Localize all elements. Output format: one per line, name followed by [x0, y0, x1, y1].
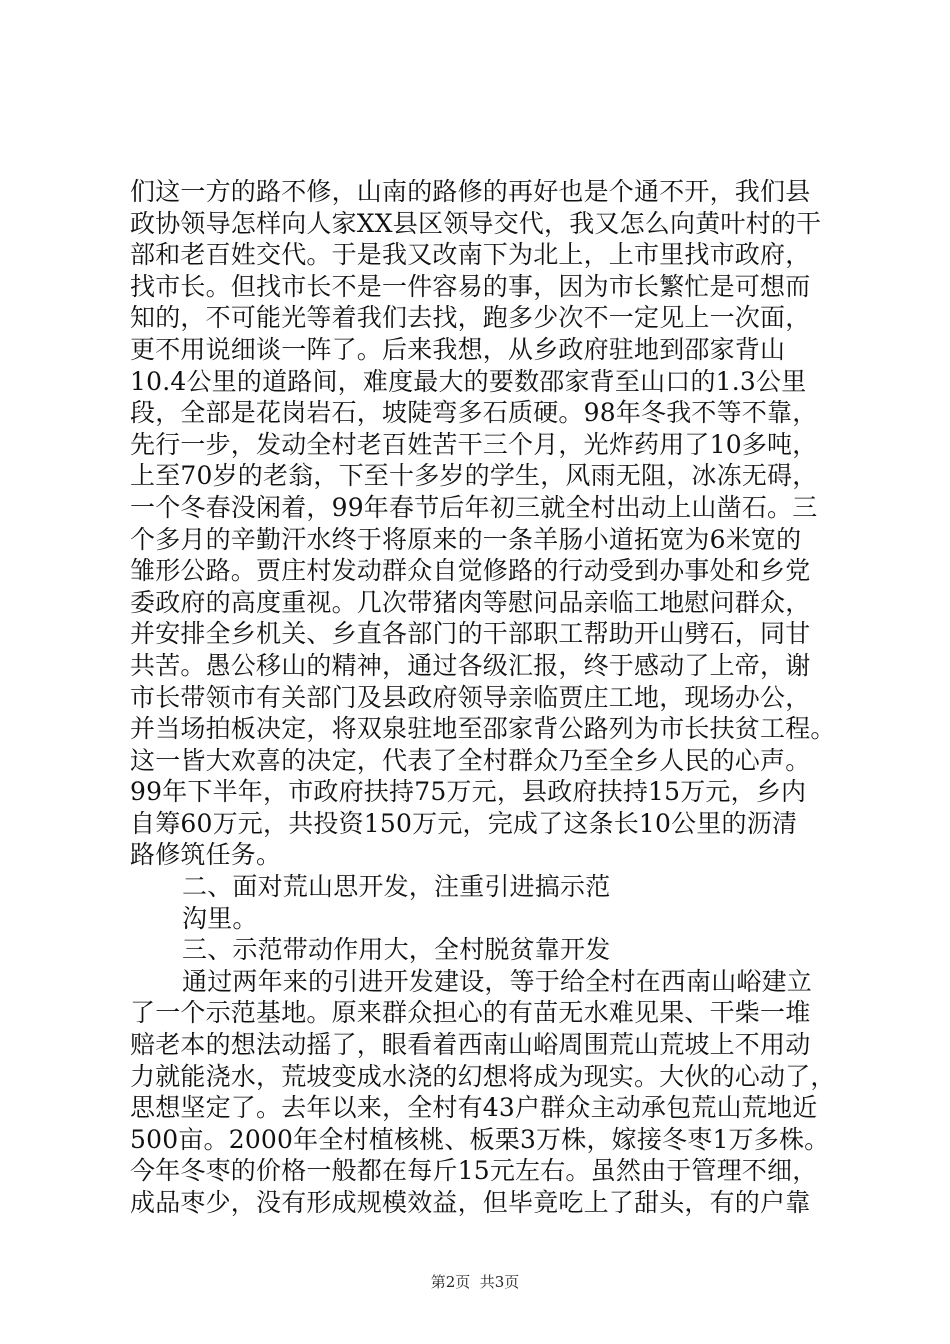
body-line: 并安排全乡机关、乡直各部门的干部职工帮助开山劈石，同甘: [130, 619, 811, 649]
body-line: 共苦。愚公移山的精神，通过各级汇报，终于感动了上帝，谢: [130, 650, 811, 680]
body-line: 10.4公里的道路间，难度最大的要数邵家背至山口的1.3公里: [130, 366, 807, 396]
body-line: 一个冬春没闲着，99年春节后年初三就全村出动上山凿石。三: [130, 492, 818, 522]
body-line: 500亩。2000年全村植核桃、板栗3万株，嫁接冬枣1万多株。: [130, 1124, 830, 1154]
body-line: 们这一方的路不修，山南的路修的再好也是个通不开，我们县: [130, 177, 811, 206]
body-line: 沟里。: [182, 903, 258, 933]
body-line: 二、面对荒山思开发，注重引进搞示范: [182, 872, 611, 902]
body-line: 找市长。但找市长不是一件容易的事，因为市长繁忙是可想而: [130, 271, 811, 301]
body-line: 部和老百姓交代。于是我又改南下为北上，上市里找市政府，: [130, 240, 811, 270]
body-line: 更不用说细谈一阵了。后来我想，从乡政府驻地到邵家背山: [130, 334, 786, 364]
body-line: 并当场拍板决定，将双泉驻地至邵家背公路列为市长扶贫工程。: [130, 714, 836, 744]
document-body: [130, 176, 836, 1219]
body-line: 了一个示范基地。原来群众担心的有苗无水难见果、干柴一堆: [130, 998, 811, 1028]
body-line: 思想坚定了。去年以来，全村有43户群众主动承包荒山荒地近: [130, 1093, 818, 1123]
body-line: 路修筑任务。: [130, 840, 282, 870]
body-line: 这一皆大欢喜的决定，代表了全村群众乃至全乡人民的心声。: [130, 745, 811, 775]
body-line: 段，全部是花岗岩石，坡陡弯多石质硬。98年冬我不等不靠，: [130, 398, 818, 428]
body-line: 先行一步，发动全村老百姓苦干三个月，光炸药用了10多吨，: [130, 429, 818, 459]
body-line: 自筹60万元，共投资150万元，完成了这条长10公里的沥清: [130, 808, 798, 838]
body-line: 通过两年来的引进开发建设，等于给全村在西南山峪建立: [182, 966, 813, 996]
body-line: 委政府的高度重视。几次带猪肉等慰问品亲临工地慰问群众，: [130, 587, 811, 617]
body-line: 力就能浇水，荒坡变成水浇的幻想将成为现实。大伙的心动了，: [130, 1061, 836, 1091]
body-line: 知的，不可能光等着我们去找，跑多少次不一定见上一次面，: [130, 303, 811, 333]
body-line: 三、示范带动作用大，全村脱贫靠开发: [182, 935, 611, 965]
body-line: 市长带领市有关部门及县政府领导亲临贾庄工地，现场办公，: [130, 682, 811, 712]
body-line: 上至70岁的老翁，下至十多岁的学生，风雨无阻，冰冻无碍，: [130, 461, 818, 491]
body-line: 赔老本的想法动摇了，眼看着西南山峪周围荒山荒坡上不用动: [130, 1030, 811, 1060]
body-line: 今年冬枣的价格一般都在每斤15元左右。虽然由于管理不细，: [130, 1156, 818, 1186]
body-line: 99年下半年，市政府扶持75万元，县政府扶持15万元，乡内: [130, 777, 807, 807]
page-footer: 第2页 共3页: [430, 1273, 520, 1291]
body-line: 政协领导怎样向人家XX县区领导交代，我又怎么向黄叶村的干: [130, 208, 822, 238]
body-line: 雏形公路。贾庄村发动群众自觉修路的行动受到办事处和乡党: [130, 556, 811, 586]
body-line: 个多月的辛勤汗水终于将原来的一条羊肠小道拓宽为6米宽的: [130, 524, 802, 554]
body-line: 成品枣少，没有形成规模效益，但毕竟吃上了甜头，有的户靠: [130, 1188, 811, 1217]
